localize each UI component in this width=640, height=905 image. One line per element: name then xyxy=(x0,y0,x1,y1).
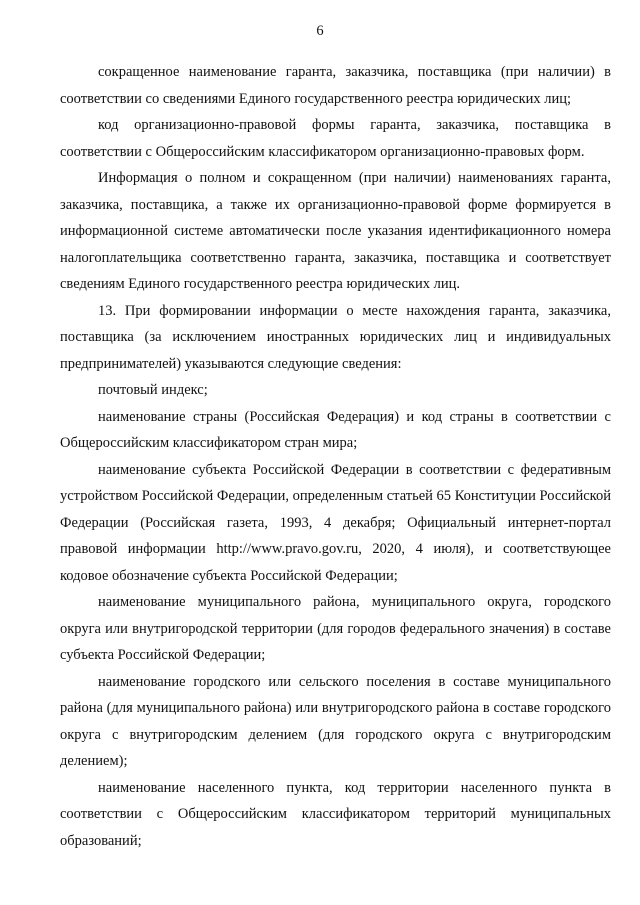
paragraph-item-13: 13. При формировании информации о месте нахождения гаранта, заказчика, поставщика (за исключением иностранных юридических лиц и индивидуальных предпринимателей) указываются следующие сведения: xyxy=(60,302,611,372)
paragraph-settlement: наименование городского или сельского поселения в составе муниципального района (для муниципального района) или внутригородского района в составе городского округа с внутригородским делением (для городского округа с внутригородским делением); xyxy=(60,673,611,769)
paragraph-federal-subject: наименование субъекта Российской Федерации в соответствии с федеративным устройством Российской Федерации, определенным статьей 65 Конституции Российской Федерации (Российская газета, 1993, 4 декабря; Официальный интернет-портал правовой информации http://www.pravo.gov.ru, 2020, 4 июля), и соответствующее кодовое обозначение субъекта Российской Федерации; xyxy=(60,461,611,584)
paragraph-short-name: сокращенное наименование гаранта, заказчика, поставщика (при наличии) в соответствии со сведениями Единого государственного реестра юридических лиц; xyxy=(60,64,611,107)
paragraph-name-info: Информация о полном и сокращенном (при наличии) наименованиях гаранта, заказчика, поставщика, а также их организационно-правовой форме формируется в информационной системе автоматически после указания идентификационного номера налогоплательщика соответственно гаранта, заказчика, поставщика и соответствует сведениям Единого государственного реестра юридических лиц. xyxy=(60,170,611,292)
paragraph-locality: наименование населенного пункта, код территории населенного пункта в соответствии с Общероссийским классификатором территорий муниципальных образований; xyxy=(60,779,611,849)
paragraph-municipal-district: наименование муниципального района, муниципального округа, городского округа или внутригородской территории (для городов федерального значения) в составе субъекта Российской Федерации; xyxy=(60,594,611,663)
paragraph-legal-form-code: код организационно-правовой формы гаранта, заказчика, поставщика в соответствии с Общероссийским классификатором организационно-правовых форм. xyxy=(60,117,611,160)
paragraph-postal-code: почтовый индекс; xyxy=(98,382,208,398)
paragraph-country: наименование страны (Российская Федерация) и код страны в соответствии с Общероссийским классификатором стран мира; xyxy=(60,408,611,451)
document-body xyxy=(60,59,611,854)
page-number: 6 xyxy=(316,23,324,39)
